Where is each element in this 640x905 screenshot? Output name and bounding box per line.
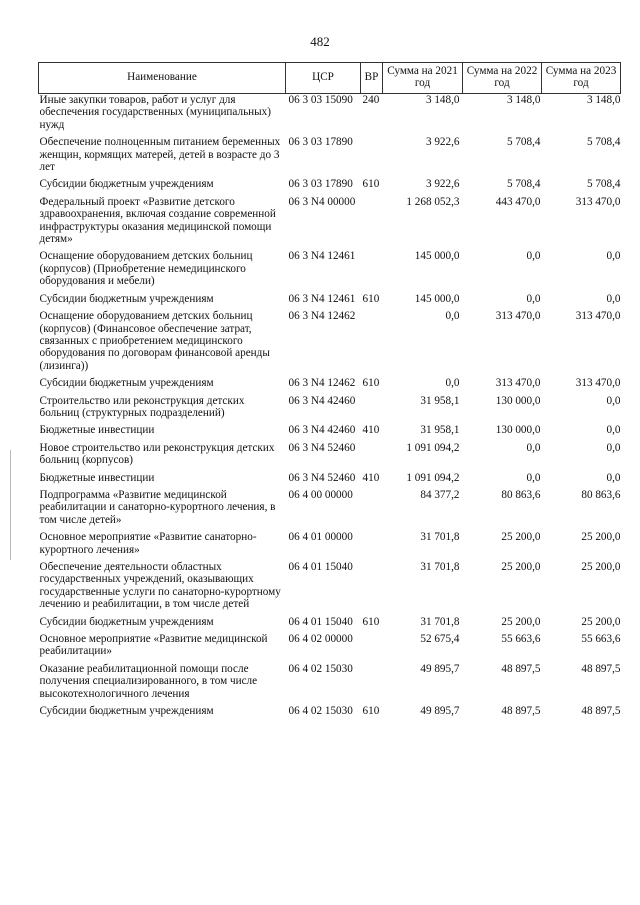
table-row (39, 94, 621, 137)
row-sum-2021: 3 148,0 (425, 94, 460, 106)
row-vr: 240 (362, 94, 380, 106)
row-sum-2022: 5 708,4 (506, 136, 541, 149)
table-row (39, 616, 621, 633)
row-sum-2023: 25 200,0 (581, 561, 621, 573)
row-vr (361, 310, 383, 377)
row-sum-2023: 5 708,4 (586, 178, 621, 191)
row-sum-2021: 84 377,2 (420, 488, 460, 501)
row-sum-2021: 145 000,0 (414, 292, 460, 305)
table-row (39, 561, 621, 616)
table-row (39, 472, 621, 489)
row-csr: 06 3 03 17890 (288, 178, 353, 191)
table-row (39, 293, 621, 310)
row-csr: 06 3 N4 00000 (288, 195, 356, 208)
header-sum-2021: Сумма на 2021 год (383, 63, 463, 94)
row-sum-2021: 49 895,7 (420, 662, 460, 675)
table-row (39, 377, 621, 394)
row-vr: 610 (362, 292, 380, 305)
budget-sheet (38, 62, 620, 722)
header-vr: ВР (361, 63, 383, 94)
header-name: Наименование (39, 63, 286, 94)
row-sum-2022: 5 708,4 (506, 178, 541, 191)
row-csr: 06 3 N4 12461 (288, 292, 356, 305)
row-sum-2023: 25 200,0 (581, 531, 621, 544)
row-vr: 410 (362, 471, 380, 484)
row-sum-2023: 55 663,6 (581, 633, 621, 646)
row-name: Субсидии бюджетным учреждениям (39, 292, 214, 305)
row-vr: 610 (362, 377, 380, 390)
row-sum-2022: 0,0 (526, 250, 541, 263)
table-row (39, 310, 621, 377)
row-sum-2022: 25 200,0 (501, 531, 541, 544)
row-vr (361, 395, 383, 425)
row-sum-2023: 0,0 (606, 471, 621, 484)
row-sum-2022: 443 470,0 (495, 195, 541, 208)
row-vr: 610 (362, 705, 380, 718)
row-sum-2023: 313 470,0 (575, 195, 621, 208)
table-row (39, 136, 621, 178)
row-sum-2021: 31 958,1 (420, 424, 460, 437)
row-sum-2021: 3 922,6 (425, 136, 460, 149)
row-vr (361, 561, 383, 616)
table-row (39, 250, 621, 292)
row-vr (361, 663, 383, 705)
row-name: Субсидии бюджетным учреждениям (39, 615, 214, 628)
row-csr: 06 3 N4 12461 (288, 250, 356, 263)
page-number: 482 (310, 34, 330, 49)
row-vr: 610 (362, 615, 380, 628)
table-row (39, 663, 621, 705)
table-row (39, 424, 621, 441)
table-row (39, 489, 621, 531)
row-sum-2021: 31 701,8 (420, 531, 460, 544)
row-vr (361, 250, 383, 292)
row-csr: 06 3 N4 42460 (288, 394, 356, 407)
row-vr (361, 442, 383, 472)
row-sum-2021: 1 091 094,2 (406, 441, 460, 454)
row-csr: 06 4 00 00000 (288, 488, 353, 501)
header-csr: ЦСР (286, 63, 361, 94)
row-csr: 06 3 N4 12462 (288, 310, 356, 323)
row-sum-2023: 0,0 (606, 441, 621, 454)
row-csr: 06 4 01 00000 (288, 531, 353, 544)
row-sum-2023: 0,0 (606, 250, 621, 263)
row-name: Строительство или реконструкция детских больниц (структурных подразделений) (39, 394, 245, 419)
row-sum-2023: 313 470,0 (575, 310, 621, 323)
row-name: Иные закупки товаров, работ и услуг для обеспечения государственных (муниципальных) нужд (39, 94, 271, 131)
row-sum-2023: 48 897,5 (581, 705, 621, 718)
row-sum-2022: 130 000,0 (495, 394, 541, 407)
row-name: Бюджетные инвестиции (39, 424, 155, 437)
row-name: Субсидии бюджетным учреждениям (39, 377, 214, 390)
header-sum-2023: Сумма на 2023 год (542, 63, 621, 94)
table-row (39, 178, 621, 195)
row-sum-2022: 0,0 (526, 441, 541, 454)
row-sum-2021: 0,0 (445, 310, 460, 323)
row-sum-2022: 25 200,0 (501, 615, 541, 628)
row-csr: 06 4 02 15030 (288, 705, 353, 718)
row-sum-2023: 0,0 (606, 292, 621, 305)
budget-table (38, 62, 621, 722)
row-sum-2022: 313 470,0 (495, 310, 541, 323)
row-name: Бюджетные инвестиции (39, 471, 155, 484)
row-name: Основное мероприятие «Развитие санаторно-курортного лечения» (39, 531, 257, 556)
row-name: Обеспечение полноценным питанием беременных женщин, кормящих матерей, детей в возрасте до 3 лет (39, 136, 281, 174)
row-sum-2021: 0,0 (445, 377, 460, 390)
row-sum-2021: 1 091 094,2 (406, 471, 460, 484)
row-sum-2021: 1 268 052,3 (406, 195, 460, 208)
row-sum-2023: 48 897,5 (581, 662, 621, 675)
row-sum-2022: 130 000,0 (495, 424, 541, 437)
table-row (39, 705, 621, 722)
table-header-row (39, 63, 621, 94)
row-csr: 06 3 N4 12462 (288, 377, 356, 390)
row-name: Оснащение оборудованием детских больниц (корпусов) (Финансовое обеспечение затрат, связанных с приобретением медицинского оборудования по договорам финансовой аренды (лизинга)) (39, 310, 270, 372)
row-sum-2022: 25 200,0 (501, 561, 541, 573)
row-sum-2022: 313 470,0 (495, 377, 541, 390)
row-name: Оснащение оборудованием детских больниц (корпусов) (Приобретение немедицинского оборудования и мебели) (39, 250, 253, 288)
table-row (39, 442, 621, 472)
row-sum-2022: 48 897,5 (501, 662, 541, 675)
row-sum-2021: 145 000,0 (414, 250, 460, 263)
row-vr (361, 633, 383, 663)
row-name: Основное мероприятие «Развитие медицинской реабилитации» (39, 633, 268, 658)
row-sum-2023: 0,0 (606, 394, 621, 407)
row-name: Подпрограмма «Развитие медицинской реабилитации и санаторно-курортного лечения, в том числе детей» (39, 488, 276, 526)
row-sum-2021: 3 922,6 (425, 178, 460, 191)
row-sum-2022: 80 863,6 (501, 488, 541, 501)
table-row (39, 196, 621, 251)
table-body (39, 94, 621, 723)
row-name: Субсидии бюджетным учреждениям (39, 705, 214, 718)
row-sum-2021: 31 701,8 (420, 561, 460, 573)
row-name: Новое строительство или реконструкция детских больниц (корпусов) (39, 441, 275, 467)
row-name: Федеральный проект «Развитие детского здравоохранения, включая создание современной инфраструктуры оказания медицинской помощи детям» (39, 195, 276, 246)
row-sum-2021: 49 895,7 (420, 705, 460, 718)
row-csr: 06 3 03 15090 (288, 94, 353, 106)
row-vr (361, 196, 383, 251)
row-sum-2022: 3 148,0 (506, 94, 541, 106)
row-csr: 06 4 01 15040 (288, 615, 353, 628)
row-sum-2023: 5 708,4 (586, 136, 621, 149)
header-sum-2022: Сумма на 2022 год (463, 63, 542, 94)
row-sum-2022: 48 897,5 (501, 705, 541, 718)
row-vr: 410 (362, 424, 380, 437)
row-vr (361, 531, 383, 561)
row-name: Оказание реабилитационной помощи после получения специализированного, в том числе высокотехнологичного лечения (39, 662, 258, 700)
row-csr: 06 4 02 00000 (288, 633, 353, 646)
row-csr: 06 3 N4 52460 (288, 441, 356, 454)
table-row (39, 633, 621, 663)
row-csr: 06 4 01 15040 (288, 561, 353, 573)
row-csr: 06 4 02 15030 (288, 662, 353, 675)
row-sum-2023: 25 200,0 (581, 615, 621, 628)
table-row (39, 531, 621, 561)
row-sum-2023: 0,0 (606, 424, 621, 437)
row-name: Обеспечение деятельности областных государственных учреждений, оказывающих государственные услуги по санаторно-курортному лечению и реабилитации, в том числе детей (39, 561, 281, 611)
row-csr: 06 3 N4 52460 (288, 471, 356, 484)
row-sum-2022: 55 663,6 (501, 633, 541, 646)
row-sum-2022: 0,0 (526, 292, 541, 305)
table-row (39, 395, 621, 425)
row-vr (361, 136, 383, 178)
row-sum-2023: 80 863,6 (581, 488, 621, 501)
row-sum-2021: 52 675,4 (420, 633, 460, 646)
row-csr: 06 3 N4 42460 (288, 424, 356, 437)
row-sum-2023: 3 148,0 (586, 94, 621, 106)
row-vr (361, 489, 383, 531)
scan-margin-line (10, 450, 11, 560)
row-csr: 06 3 03 17890 (288, 136, 353, 149)
row-sum-2021: 31 958,1 (420, 394, 460, 407)
row-name: Субсидии бюджетным учреждениям (39, 178, 214, 191)
row-vr: 610 (362, 178, 380, 191)
row-sum-2021: 31 701,8 (420, 615, 460, 628)
row-sum-2022: 0,0 (526, 471, 541, 484)
row-sum-2023: 313 470,0 (575, 377, 621, 390)
